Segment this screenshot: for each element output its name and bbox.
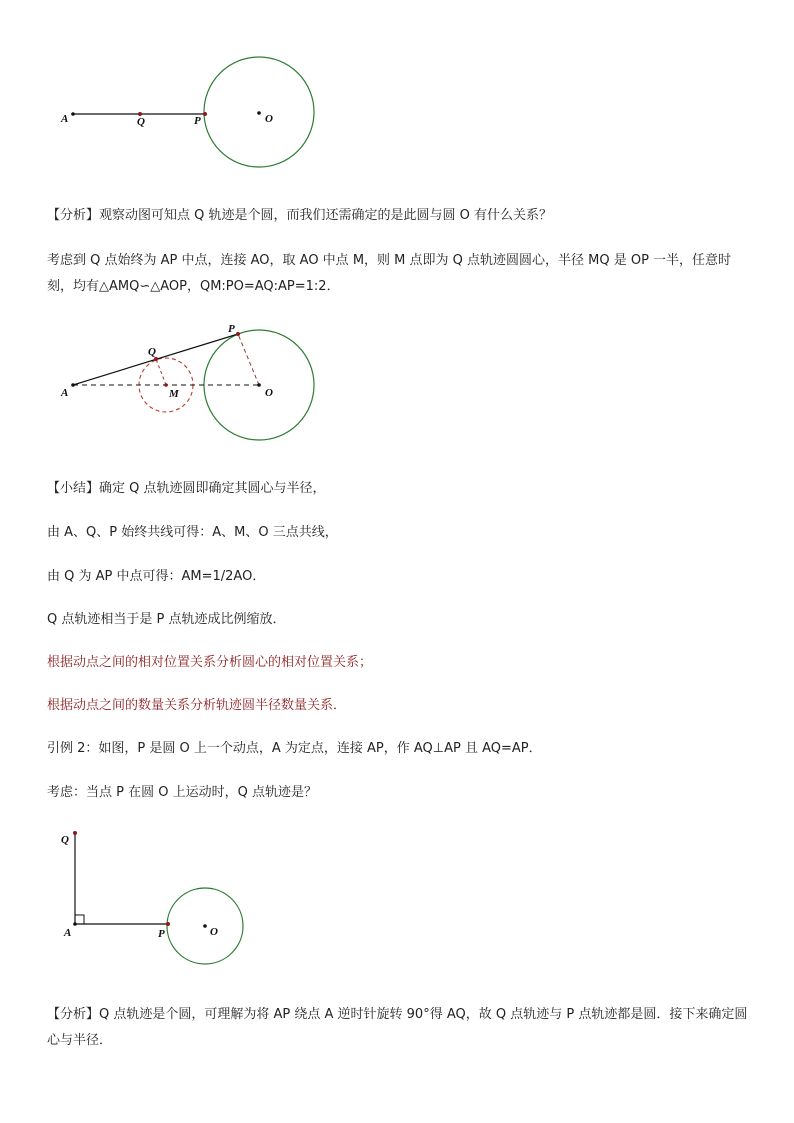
example-2-question: 考虑：当点 P 在圆 O 上运动时，Q 点轨迹是？ bbox=[47, 785, 317, 800]
label-q: Q bbox=[148, 346, 156, 358]
segment-op-dashed bbox=[238, 334, 259, 385]
summary-heading: 【小结】确定 Q 点轨迹圆即确定其圆心与半径， bbox=[47, 481, 326, 496]
label-q: Q bbox=[61, 834, 69, 846]
label-o: O bbox=[210, 926, 218, 938]
figure-3 bbox=[61, 831, 243, 964]
summary-line-midpoint: 由 Q 为 AP 中点可得：AM=1/2AO． bbox=[47, 569, 266, 584]
summary-line-scaling: Q 点轨迹相当于是 P 点轨迹成比例缩放． bbox=[47, 612, 286, 627]
label-p: P bbox=[228, 323, 235, 335]
summary-line-collinear: 由 A、Q、P 始终共线可得：A、M、O 三点共线， bbox=[47, 525, 338, 540]
point-o bbox=[257, 383, 261, 387]
label-p: P bbox=[194, 115, 201, 127]
point-p bbox=[166, 922, 170, 926]
figure-2 bbox=[60, 323, 314, 440]
highlight-line-radius: 根据动点之间的数量关系分析轨迹圆半径数量关系． bbox=[47, 698, 347, 713]
analysis-paragraph-1: 【分析】观察动图可知点 Q 轨迹是个圆，而我们还需确定的是此圆与圆 O 有什么关系？ bbox=[47, 208, 552, 223]
label-a: A bbox=[64, 927, 72, 939]
label-o: O bbox=[265, 387, 273, 399]
label-a: A bbox=[61, 387, 69, 399]
figure-1 bbox=[60, 57, 314, 167]
right-angle-mark bbox=[75, 915, 84, 924]
point-p bbox=[236, 332, 240, 336]
analysis-paragraph-2: 考虑到 Q 点始终为 AP 中点，连接 AO，取 AO 中点 M，则 M 点即为 Q 点轨迹圆圆心，半径 MQ 是 OP 一半，任意时刻，均有△AMQ∽△AOP，QM:PO=AQ:AP=1:2． bbox=[47, 253, 732, 294]
point-a bbox=[71, 112, 75, 116]
label-a: A bbox=[61, 113, 69, 125]
label-p: P bbox=[158, 928, 165, 940]
analysis-paragraph-3: 【分析】Q 点轨迹是个圆，可理解为将 AP 绕点 A 逆时针旋转 90°得 AQ，故 Q 点轨迹与 P 点轨迹都是圆．接下来确定圆心与半径． bbox=[47, 1007, 748, 1048]
point-q bbox=[73, 831, 77, 835]
label-q: Q bbox=[137, 116, 145, 128]
point-o bbox=[257, 111, 261, 115]
example-2-statement: 引例 2：如图，P 是圆 O 上一个动点，A 为定点，连接 AP，作 AQ⊥AP 且 AQ=AP． bbox=[47, 741, 542, 756]
highlight-line-center: 根据动点之间的相对位置关系分析圆心的相对位置关系； bbox=[47, 655, 373, 670]
point-o bbox=[203, 924, 207, 928]
label-m: M bbox=[169, 388, 179, 400]
label-o: O bbox=[265, 113, 273, 125]
point-p bbox=[203, 112, 207, 116]
point-a bbox=[71, 383, 75, 387]
point-m bbox=[164, 383, 168, 387]
segment-mq-dashed bbox=[156, 359, 166, 385]
point-a bbox=[73, 922, 77, 926]
